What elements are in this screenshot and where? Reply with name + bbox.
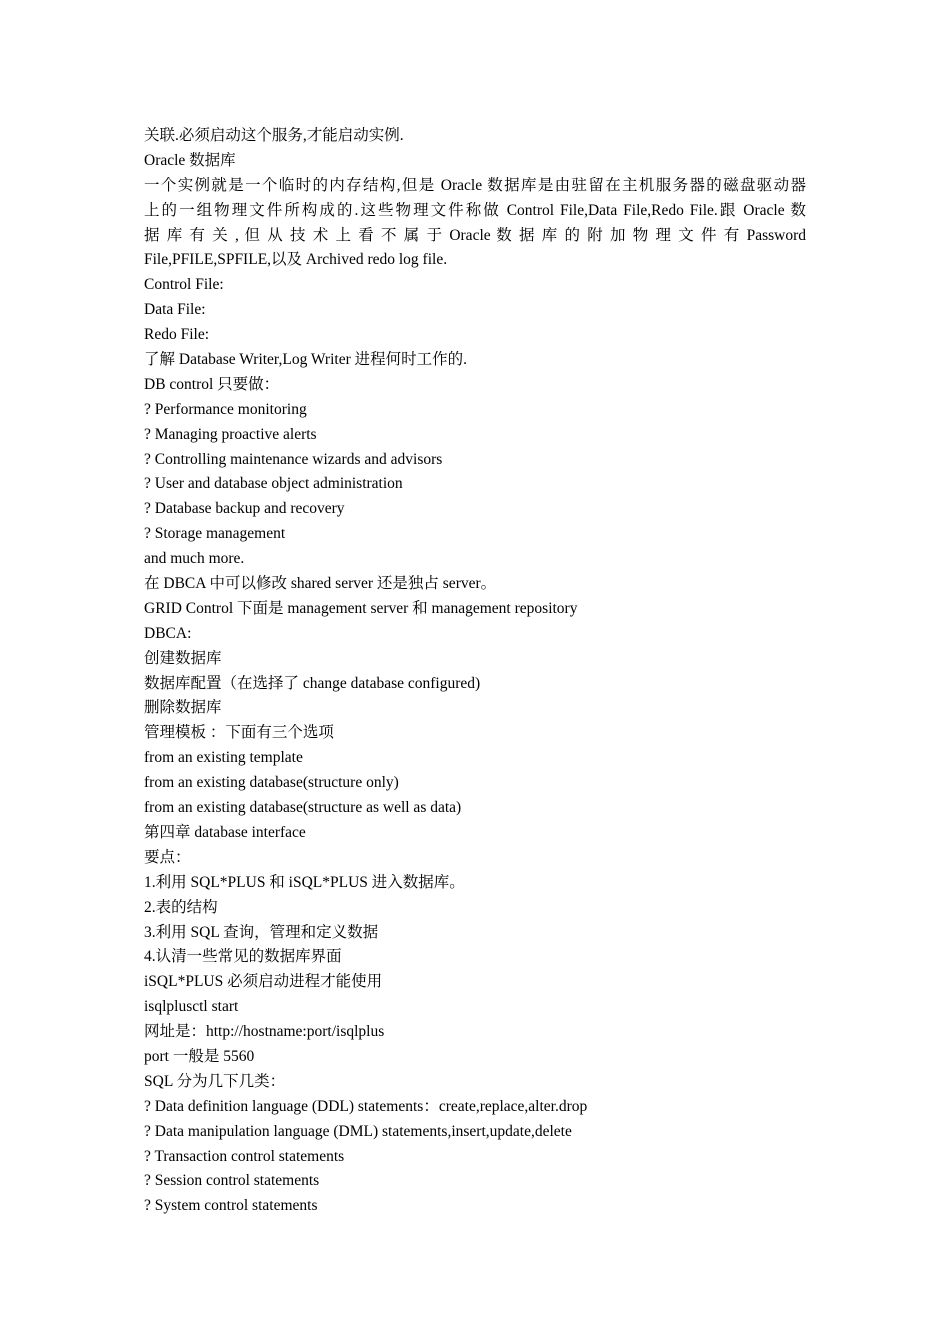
document-body: [144, 124, 806, 1219]
list-item: ? Transaction control statements: [144, 1147, 345, 1165]
list-item: ? Performance monitoring: [144, 400, 307, 418]
list-item: ? Controlling maintenance wizards and advisors: [144, 450, 443, 468]
text-line: and much more.: [144, 550, 245, 568]
list-item: from an existing database(structure as well as data): [144, 799, 462, 817]
text-line: DB control 只要做：: [144, 375, 280, 393]
chapter-heading: 第四章 database interface: [144, 823, 306, 841]
paragraph-line: File,PFILE,SPFILE,以及 Archived redo log file.: [144, 251, 448, 269]
list-item: ? Database backup and recovery: [144, 500, 345, 518]
list-item: from an existing database(structure only): [144, 774, 399, 792]
text-line: Data File:: [144, 301, 206, 319]
list-item: ? Data manipulation language (DML) statements,insert,update,delete: [144, 1122, 572, 1140]
list-item: ? Managing proactive alerts: [144, 425, 317, 443]
list-item: ? User and database object administration: [144, 475, 403, 493]
text-line: Control File:: [144, 276, 224, 294]
text-line: DBCA:: [144, 624, 192, 642]
text-line: 关联.必须启动这个服务,才能启动实例.: [144, 127, 404, 144]
url-line: 网址是：http://hostname:port/isqlplus: [144, 1023, 385, 1041]
heading-oracle-database: Oracle 数据库: [144, 151, 236, 169]
text-line: Redo File:: [144, 326, 210, 344]
text-line: 要点：: [144, 848, 191, 866]
list-item: ? System control statements: [144, 1197, 318, 1215]
list-item: 4.认清一些常见的数据库界面: [144, 948, 342, 966]
text-line: 数据库配置（在选择了 change database configured): [144, 674, 481, 692]
text-line: GRID Control 下面是 management server 和 management repository: [144, 599, 578, 617]
list-item: ? Data definition language (DDL) statements：create,replace,alter.drop: [144, 1097, 588, 1115]
list-item: ? Storage management: [144, 525, 286, 543]
command-line: isqlplusctl start: [144, 998, 239, 1016]
paragraph-line: 据 库 有 关 , 但 从 技 术 上 看 不 属 于 Oracle 数 据 库 的 附 加 物 理 文 件 有 Password: [144, 226, 806, 244]
list-item: 3.利用 SQL 查询，管理和定义数据: [144, 923, 379, 941]
paragraph-line: 一个实例就是一个临时的内存结构,但是 Oracle 数据库是由驻留在主机服务器的磁盘驱动器: [144, 176, 806, 194]
text-line: 了解 Database Writer,Log Writer 进程何时工作的.: [144, 351, 467, 369]
list-item: from an existing template: [144, 749, 303, 767]
paragraph-line: 上的一组物理文件所构成的.这些物理文件称做 Control File,Data File,Redo File.跟 Oracle 数: [144, 201, 806, 219]
list-item: ? Session control statements: [144, 1172, 320, 1190]
text-line: 在 DBCA 中可以修改 shared server 还是独占 server。: [144, 575, 497, 593]
text-line: 管理模板 ：下面有三个选项: [144, 724, 334, 742]
text-line: 删除数据库: [144, 699, 222, 717]
text-line: SQL 分为几下几类：: [144, 1072, 286, 1090]
text-line: iSQL*PLUS 必须启动进程才能使用: [144, 973, 383, 991]
text-line: port 一般是 5560: [144, 1047, 255, 1065]
text-line: 创建数据库: [144, 649, 222, 667]
list-item: 2.表的结构: [144, 898, 218, 916]
list-item: 1.利用 SQL*PLUS 和 iSQL*PLUS 进入数据库。: [144, 873, 465, 891]
